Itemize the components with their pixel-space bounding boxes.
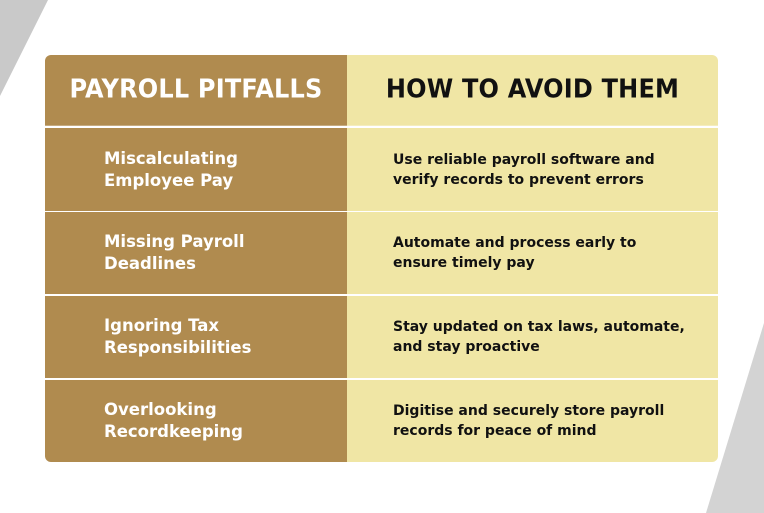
corner-decoration-top-left: [0, 0, 48, 96]
pitfall-cell: [45, 212, 347, 294]
pitfall-text: Overlooking Recordkeeping: [104, 400, 243, 441]
header-payroll-pitfalls: PAYROLL PITFALLS: [45, 55, 347, 126]
pitfall-text: Miscalculating Employee Pay: [104, 148, 238, 190]
table-row: [45, 212, 718, 294]
table-row: [45, 296, 718, 378]
solution-cell: [347, 128, 718, 211]
solution-text: Stay updated on tax laws, automate, and stay proactive: [393, 319, 685, 355]
solution-cell: [347, 296, 718, 378]
table-row: [45, 380, 718, 462]
pitfall-cell: [45, 380, 347, 462]
pitfall-cell: [45, 128, 347, 211]
pitfall-text: Missing Payroll Deadlines: [104, 232, 245, 273]
solution-cell: [347, 380, 718, 462]
solution-text: Automate and process early to ensure timely pay: [393, 235, 637, 271]
solution-cell: [347, 212, 718, 294]
table-header-row: [45, 55, 718, 123]
table-row: [45, 128, 718, 211]
header-how-to-avoid-them: HOW TO AVOID THEM: [347, 55, 718, 126]
pitfall-cell: [45, 296, 347, 378]
solution-text: Digitise and securely store payroll records for peace of mind: [393, 403, 665, 439]
payroll-pitfalls-table: [45, 55, 718, 462]
solution-text: Use reliable payroll software and verify records to prevent errors: [393, 151, 655, 188]
pitfall-text: Ignoring Tax Responsibilities: [104, 316, 252, 357]
